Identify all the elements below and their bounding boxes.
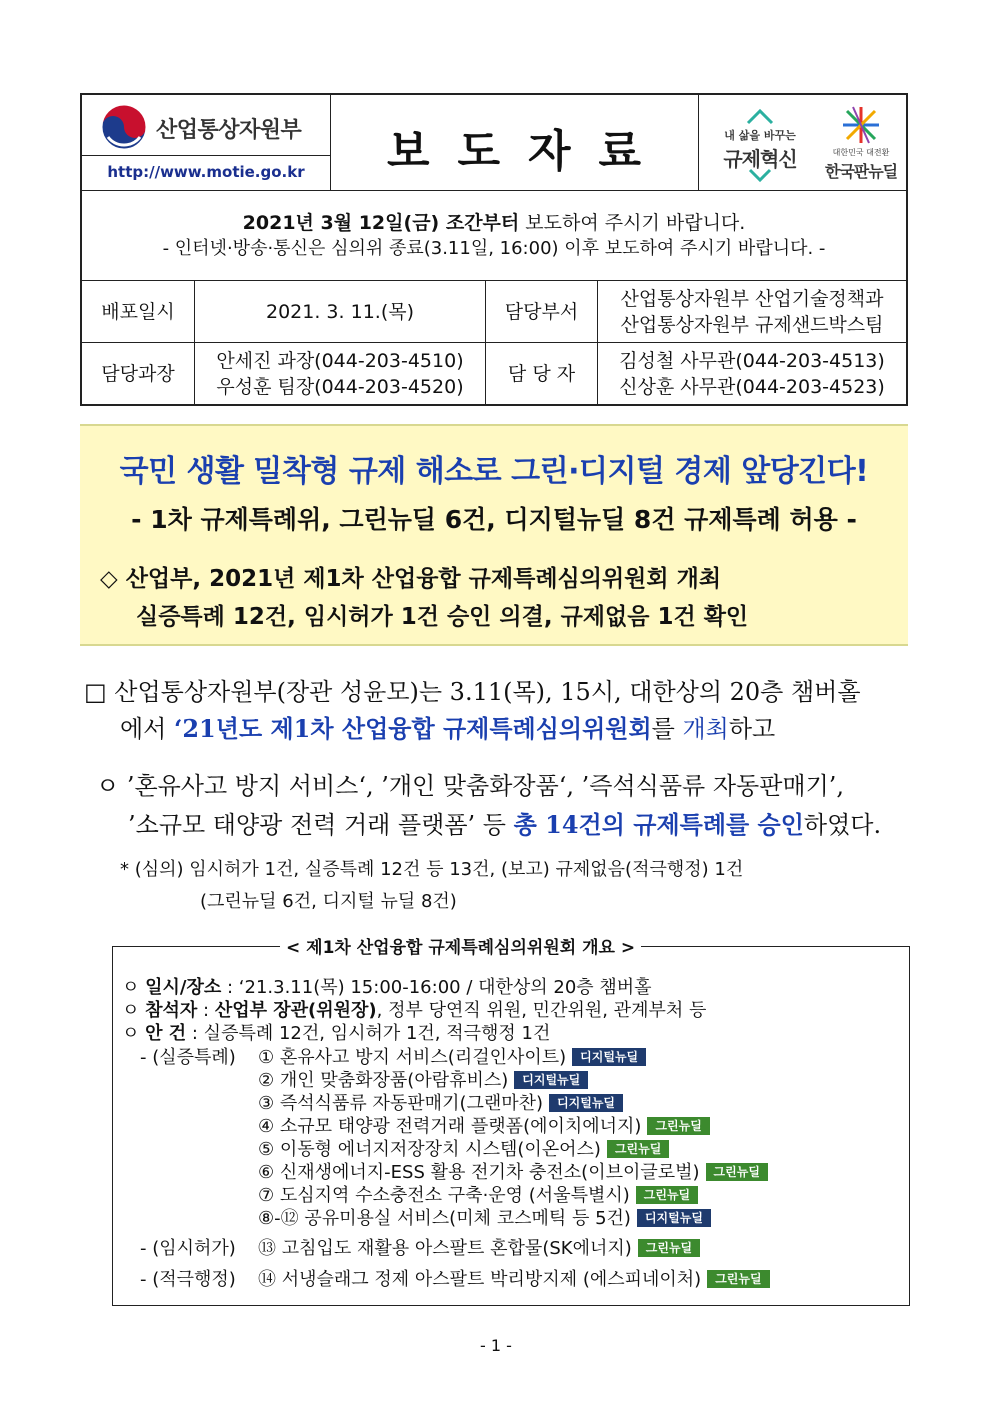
page-number: - 1 -	[480, 1336, 512, 1355]
line-text: : ‘21.3.11(목) 15:00-16:00 / 대한상의 20층 챔버홀	[221, 977, 652, 998]
agenda-item-text: ⑭ 서냉슬래그 정제 아스팔트 박리방지제 (에스피네이처)	[258, 1269, 702, 1290]
digital-new-deal-tag: 디지털뉴딜	[637, 1209, 711, 1227]
overview-line-attendees: ㅇ 참석자 : 산업부 장관(위원장), 정부 당연직 위원, 민간위원, 관계부처 등	[122, 1000, 707, 1021]
bullet: ㅇ	[122, 1000, 140, 1021]
highlight-text: 개최	[682, 715, 729, 743]
digital-new-deal-tag: 디지털뉴딜	[514, 1071, 588, 1089]
green-new-deal-tag: 그린뉴딜	[647, 1117, 709, 1135]
highlight-text: ‘21년도 제1차 산업융합 규제특례심의위원회	[174, 714, 652, 743]
footnote: * (심의) 임시허가 1건, 실증특례 12건 등 13건, (보고) 규제없음(적극행정) 1건	[120, 859, 744, 880]
line-label: 안 건	[145, 1023, 187, 1044]
dept-label: 담당부서	[486, 281, 598, 343]
category-label: - (임시허가)	[140, 1238, 236, 1259]
regulatory-innovation-badge	[710, 105, 810, 183]
text: 하고	[728, 715, 776, 743]
overview-title: < 제1차 산업융합 규제특례심의위원회 개요 >	[280, 933, 641, 958]
chevron-down-icon	[710, 167, 810, 183]
title-cell	[330, 95, 699, 190]
green-new-deal-tag: 그린뉴딜	[607, 1140, 669, 1158]
green-new-deal-tag: 그린뉴딜	[706, 1163, 768, 1181]
line-text: , 정부 당연직 위원, 민간위원, 관계부처 등	[376, 1000, 707, 1021]
person-label: 담 당 자	[486, 343, 598, 405]
agenda-item-text: ③ 즉석식품류 자동판매기(그랜마찬)	[258, 1093, 544, 1114]
digital-new-deal-tag: 디지털뉴딜	[572, 1048, 646, 1066]
agenda-item-text: ⑧-⑫ 공유미용실 서비스(미체 코스메틱 등 5건)	[258, 1208, 631, 1229]
korean-new-deal-badge	[818, 103, 904, 183]
agenda-item-text: ⑥ 신재생에너지-ESS 활용 전기차 충전소(이브이글로벌)	[258, 1162, 700, 1183]
agenda-item-text: ④ 소규모 태양광 전력거래 플랫폼(에이치에너지)	[258, 1116, 642, 1137]
person-value	[598, 343, 906, 405]
badge-small-text: 대한민국 대전환	[832, 148, 890, 157]
headline-title: 국민 생활 밀착형 규제 해소로 그린·디지털 경제 앞당긴다!	[119, 454, 869, 489]
agenda-item-text: ② 개인 맞춤화장품(아람휴비스)	[258, 1070, 509, 1091]
body-paragraph-1b	[120, 709, 775, 744]
contact-line: 우성훈 팀장(044-203-4520)	[216, 376, 464, 398]
page-title: 보도자료	[386, 126, 669, 177]
embargo-online-notice: - 인터넷·방송·통신은 심의위 종료(3.11일, 16:00) 이후 보도하여 주시기 바랍니다. -	[162, 238, 826, 259]
new-deal-star-icon	[841, 105, 881, 145]
agenda-item-text: ⑦ 도심지역 수소충전소 구축·운영 (서울특별시)	[258, 1185, 630, 1206]
embargo-date: 2021년 3월 12일(금) 조간부터	[242, 212, 520, 234]
body-paragraph-1a: □ 산업통상자원부(장관 성윤모)는 3.11(목), 15시, 대한상의 20층 챔버홀	[84, 678, 861, 706]
divider	[82, 155, 330, 156]
dist-date: 2021. 3. 11.(목)	[195, 281, 486, 343]
line-label: 참석자	[145, 1000, 198, 1021]
highlight-text: 총 14건의 규제특례를 승인	[513, 810, 804, 839]
agenda-item-text: ⑤ 이동형 에너지저장장치 시스템(이온어스)	[258, 1139, 601, 1160]
body-paragraph-2a: ㅇ ’혼유사고 방지 서비스‘, ’개인 맞춤화장품‘, ’즉석식품류 자동판매기’,	[96, 772, 845, 800]
press-header	[80, 93, 908, 406]
taegeuk-logo-icon	[100, 103, 148, 151]
dept-line: 산업통상자원부 규제샌드박스팀	[620, 313, 884, 336]
text: 에서	[120, 715, 174, 743]
text: 하였다.	[803, 811, 882, 839]
badge-small-text: 내 삶을 바꾸는	[724, 129, 796, 142]
line-text: : 실증특례 12건, 임시허가 1건, 적극행정 1건	[186, 1023, 551, 1044]
ministry-name: 산업통상자원부	[156, 118, 302, 143]
digital-new-deal-tag: 디지털뉴딜	[549, 1094, 623, 1112]
dist-label: 배포일시	[82, 281, 195, 343]
badge-big-text: 규제혁신	[723, 147, 797, 171]
contact-line: 신상훈 사무관(044-203-4523)	[619, 376, 885, 398]
line-label: 일시/장소	[145, 977, 222, 998]
dept-value	[598, 281, 906, 343]
headline-box	[80, 424, 908, 646]
green-new-deal-tag: 그린뉴딜	[707, 1270, 769, 1288]
headline-bullet: 실증특례 12건, 임시허가 1건 승인 의결, 규제없음 1건 확인	[136, 604, 749, 630]
agenda-item	[258, 1204, 711, 1230]
category-label: - (적극행정)	[140, 1269, 236, 1290]
headline-bullet: ◇ 산업부, 2021년 제1차 산업융합 규제특례심의위원회 개최	[100, 566, 722, 592]
embargo-text: 보도하여 주시기 바랍니다.	[519, 212, 746, 234]
section-label: 담당과장	[82, 343, 195, 405]
agenda-item-text: ① 혼유사고 방지 서비스(리걸인사이트)	[258, 1047, 567, 1068]
ministry-logo-cell	[82, 95, 331, 190]
overview-line-agenda	[122, 1019, 550, 1045]
agenda-item-text: ⑬ 고침입도 재활용 아스팔트 혼합물(SK에너지)	[258, 1238, 632, 1259]
footnote: (그린뉴딜 6건, 디지털 뉴딜 8건)	[200, 891, 457, 912]
info-table	[82, 281, 906, 405]
body-paragraph-2b	[128, 805, 881, 840]
badge-big-text: 한국판뉴딜	[824, 162, 898, 181]
green-new-deal-tag: 그린뉴딜	[638, 1239, 700, 1257]
chevron-up-icon	[710, 105, 810, 127]
category-label: - (실증특례)	[140, 1047, 236, 1068]
agenda-item	[258, 1265, 770, 1291]
line-bold: 산업부 장관(위원장)	[214, 1000, 377, 1021]
bullet: ㅇ	[122, 977, 140, 998]
headline-subtitle: - 1차 규제특례위, 그린뉴딜 6건, 디지털뉴딜 8건 규제특례 허용 -	[131, 505, 857, 534]
green-new-deal-tag: 그린뉴딜	[636, 1186, 698, 1204]
dept-line: 산업통상자원부 산업기술정책과	[620, 287, 884, 310]
agenda-item	[258, 1234, 700, 1260]
badges-cell	[698, 95, 906, 190]
header-top-row	[82, 95, 906, 191]
text: ’소규모 태양광 전력 거래 플랫폼’ 등	[128, 811, 514, 839]
section-value	[195, 343, 486, 405]
text: 를	[651, 715, 683, 743]
bullet: ㅇ	[122, 1023, 140, 1044]
embargo-notice	[82, 208, 906, 235]
ministry-url-link[interactable]: http://www.motie.go.kr	[107, 163, 305, 181]
contact-line: 안세진 과장(044-203-4510)	[216, 350, 464, 372]
contact-line: 김성철 사무관(044-203-4513)	[619, 350, 885, 372]
embargo-row	[82, 190, 906, 281]
